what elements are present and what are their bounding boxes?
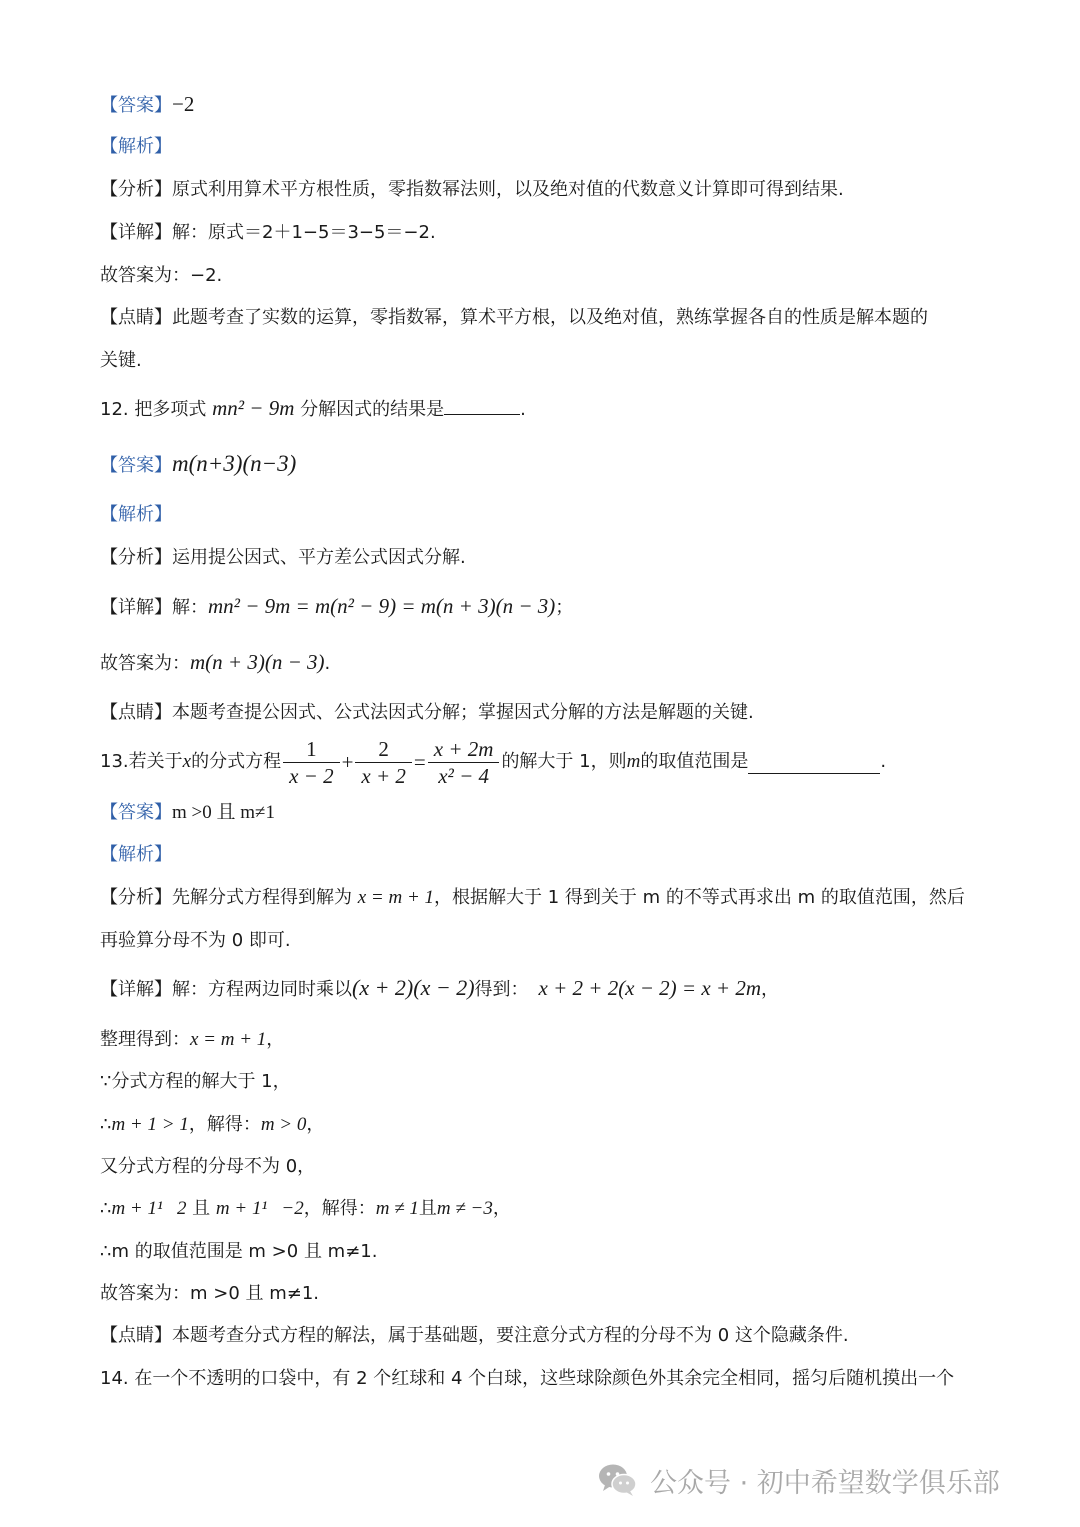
- question-12: [100, 396, 526, 422]
- fenxi-line-12: [100, 545, 466, 570]
- step-math: m + 1¹ 2: [111, 1198, 187, 1219]
- dianjing-continuation-11: [100, 348, 142, 373]
- analysis-header-12: [100, 502, 172, 527]
- question-number: 13.: [100, 751, 129, 772]
- step-math: m > 0: [260, 1114, 307, 1135]
- xiangjie-line-13: [100, 976, 779, 1002]
- question-text: 在一个不透明的口袋中，有 2 个红球和 4 个白球，这些球除颜色外其余完全相同，摇匀后随机摸出一个: [134, 1368, 955, 1389]
- xiangjie-math: mn² − 9m = m(n² − 9) = m(n + 3)(n − 3): [208, 594, 556, 618]
- question-math: mn² − 9m: [212, 396, 295, 420]
- answer-line-13: [100, 800, 275, 825]
- final-answer-math: m(n + 3)(n − 3): [190, 650, 325, 674]
- fraction-1: [283, 736, 340, 789]
- fraction-numerator: 2: [355, 736, 412, 763]
- step-symbol: ∴: [100, 1114, 112, 1135]
- fenxi-text-cont: 再验算分母不为 0 即可.: [100, 930, 291, 951]
- step-math: m + 1¹ −2: [215, 1198, 304, 1219]
- xiangjie-tag: 【详解】: [100, 979, 172, 1000]
- final-answer-text: 故答案为：m >0 且 m≠1.: [100, 1283, 320, 1304]
- final-answer-text: 故答案为：: [100, 653, 190, 674]
- fenxi-tag: 【分析】: [100, 887, 172, 908]
- xiangjie-text: 解：方程两边同时乘以: [172, 979, 352, 1000]
- analysis-header-13: [100, 842, 172, 867]
- step-line-1: [100, 1027, 284, 1052]
- fraction-denominator: x − 2: [289, 763, 334, 788]
- answer-text: m >0 且 m≠1: [172, 802, 275, 823]
- answer-tag: 【答案】: [100, 95, 172, 116]
- step-text: ，解得：: [303, 1198, 376, 1219]
- dianjing-text-cont: 关键.: [100, 350, 142, 371]
- final-answer-13: [100, 1281, 319, 1306]
- fenxi-text: 运用提公因式、平方差公式因式分解.: [172, 547, 466, 568]
- xiangjie-text: 解：: [172, 597, 208, 618]
- dianjing-tag: 【点睛】: [100, 307, 172, 328]
- step-text: 且: [186, 1198, 216, 1219]
- fraction-numerator: x + 2m: [428, 736, 500, 763]
- question-number: 14.: [100, 1368, 135, 1389]
- watermark-text: 公众号 · 初中希望数学俱乐部: [650, 1467, 1000, 1499]
- question-13: [100, 734, 886, 790]
- answer-tag: 【答案】: [100, 455, 172, 476]
- step-line-3: [100, 1112, 324, 1137]
- fraction-numerator: 1: [283, 736, 340, 763]
- dianjing-line-12: [100, 700, 754, 725]
- xiangjie-text: 得到：: [474, 979, 529, 1000]
- step-text: ∵分式方程的解大于 1，: [100, 1071, 291, 1092]
- step-text: 整理得到：: [100, 1029, 190, 1050]
- fraction-denominator: x + 2: [361, 763, 406, 788]
- step-math: m ≠ 1: [375, 1198, 419, 1219]
- xiangjie-text: 解：原式＝2＋1−5＝3−5＝−2.: [172, 222, 436, 243]
- step-math: x = m + 1: [190, 1029, 267, 1050]
- dianjing-tag: 【点睛】: [100, 1325, 172, 1346]
- xiangjie-line-11: [100, 220, 436, 245]
- step-end: ，: [306, 1114, 325, 1135]
- answer-value: −2: [172, 92, 195, 116]
- step-line-2: [100, 1069, 291, 1094]
- dianjing-text: 此题考查了实数的运算，零指数幂，算术平方根，以及绝对值，熟练掌握各自的性质是解本题的: [172, 307, 928, 328]
- operator-plus: +: [341, 750, 354, 774]
- xiangjie-end: ，: [761, 979, 779, 1000]
- step-symbol: ∴: [100, 1198, 112, 1219]
- answer-blank: [748, 751, 880, 774]
- dianjing-tag: 【点睛】: [100, 702, 172, 723]
- question-text: 的取值范围是: [640, 751, 749, 772]
- fenxi-text: 原式利用算术平方根性质，零指数幂法则，以及绝对值的代数意义计算即可得到结果.: [172, 179, 844, 200]
- operator-equals: =: [413, 750, 426, 774]
- fenxi-text: ，根据解大于 1 得到关于 m 的不等式再求出 m 的取值范围，然后: [434, 887, 965, 908]
- final-answer-text: 故答案为：−2.: [100, 265, 223, 286]
- fenxi-tag: 【分析】: [100, 547, 172, 568]
- fraction-denominator: x² − 4: [438, 763, 489, 788]
- step-end: ，: [492, 1198, 511, 1219]
- fraction-2: [355, 736, 412, 789]
- step-line-6: [100, 1239, 377, 1264]
- question-end: .: [520, 399, 526, 420]
- xiangjie-math: x + 2 + 2(x − 2) = x + 2m: [538, 976, 761, 1000]
- question-var: x: [182, 751, 192, 772]
- analysis-tag: 【解析】: [100, 504, 172, 525]
- step-math: m ≠ −3: [436, 1198, 493, 1219]
- question-var: m: [626, 751, 641, 772]
- fenxi-math: x = m + 1: [357, 887, 435, 908]
- question-end: .: [880, 751, 887, 772]
- step-text: ，解得：: [188, 1114, 261, 1135]
- dianjing-line-11: [100, 305, 928, 330]
- step-math: m + 1 > 1: [111, 1114, 189, 1135]
- question-text: 的分式方程: [191, 751, 282, 772]
- analysis-tag: 【解析】: [100, 136, 172, 157]
- question-text: 若关于: [128, 751, 183, 772]
- analysis-header-11: [100, 134, 172, 159]
- wechat-watermark: [596, 1458, 1000, 1502]
- final-answer-11: [100, 263, 222, 288]
- step-text: ∴m 的取值范围是 m >0 且 m≠1.: [100, 1241, 378, 1262]
- final-answer-end: .: [324, 653, 331, 674]
- question-text: 分解因式的结果是: [294, 399, 445, 420]
- answer-line-12: [100, 452, 296, 478]
- fenxi-line-13: [100, 885, 965, 910]
- step-text: 且: [418, 1198, 437, 1219]
- fenxi-tag: 【分析】: [100, 179, 172, 200]
- answer-tag: 【答案】: [100, 802, 172, 823]
- dianjing-text: 本题考查分式方程的解法，属于基础题，要注意分式方程的分母不为 0 这个隐藏条件.: [172, 1325, 849, 1346]
- dianjing-line-13: [100, 1323, 849, 1348]
- xiangjie-end: ；: [555, 597, 574, 618]
- fenxi-continuation-13: [100, 928, 291, 953]
- fenxi-text: 先解分式方程得到解为: [172, 887, 358, 908]
- question-text: 把多项式: [134, 399, 213, 420]
- fraction-3: [428, 736, 500, 789]
- answer-math: m(n+3)(n−3): [172, 451, 297, 476]
- wechat-icon: [596, 1458, 640, 1502]
- answer-blank: [444, 396, 520, 415]
- question-number: 12.: [100, 399, 135, 420]
- xiangjie-math: (x + 2)(x − 2): [352, 975, 475, 1000]
- fenxi-line-11: [100, 177, 844, 202]
- dianjing-text: 本题考查提公因式、公式法因式分解；掌握因式分解的方法是解题的关键.: [172, 702, 754, 723]
- analysis-tag: 【解析】: [100, 844, 172, 865]
- xiangjie-tag: 【详解】: [100, 222, 172, 243]
- step-line-4: [100, 1154, 315, 1179]
- step-line-5: [100, 1196, 511, 1221]
- final-answer-12: [100, 650, 330, 676]
- step-end: ，: [266, 1029, 285, 1050]
- question-text: 的解大于 1，则: [501, 751, 627, 772]
- xiangjie-line-12: [100, 594, 573, 620]
- question-14: [100, 1366, 954, 1391]
- xiangjie-tag: 【详解】: [100, 597, 172, 618]
- step-text: 又分式方程的分母不为 0，: [100, 1156, 316, 1177]
- answer-line-11: [100, 92, 194, 118]
